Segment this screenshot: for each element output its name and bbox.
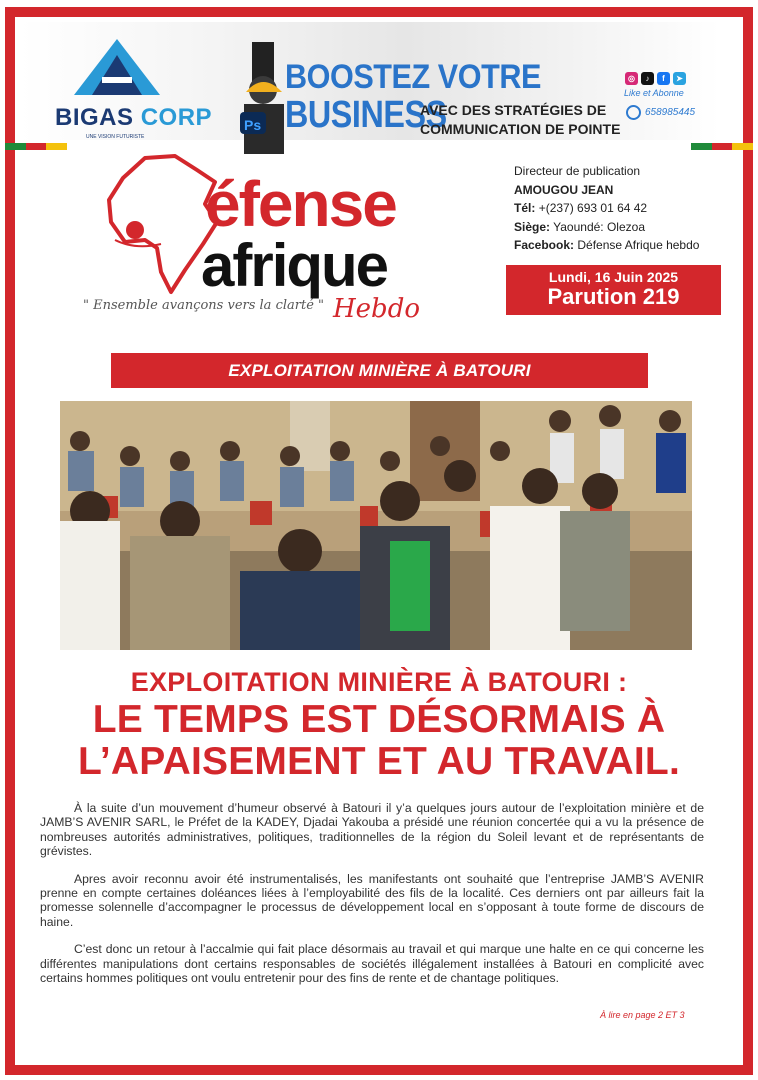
- section-title: EXPLOITATION MINIÈRE À BATOURI: [111, 353, 648, 388]
- ad-headline-line1: BOOSTEZ VOTRE: [285, 58, 541, 96]
- meeting-photo: [60, 401, 692, 650]
- facebook-icon[interactable]: f: [657, 72, 670, 85]
- publication-info: [514, 162, 699, 255]
- telegram-icon[interactable]: ➤: [673, 72, 686, 85]
- ad-subline-2: COMMUNICATION DE POINTE: [420, 121, 621, 137]
- masthead-slogan: " Ensemble avançons vers la clarté ": [83, 298, 325, 313]
- ad-subline-1: AVEC DES STRATÉGIES DE: [420, 102, 607, 118]
- continued-link[interactable]: À lire en page 2 ET 3: [600, 1010, 685, 1020]
- siege-line: Siège: Yaoundé: Olezoa: [514, 219, 645, 234]
- facebook-line: Facebook: Défense Afrique hebdo: [514, 238, 700, 253]
- svg-text:Ps: Ps: [244, 117, 262, 133]
- headline-main-line1: LE TEMPS EST DÉSORMAIS À: [92, 698, 666, 741]
- director-label: Directeur de publication: [514, 164, 641, 178]
- issue-number: Parution 219: [547, 284, 680, 309]
- tiktok-icon[interactable]: ♪: [641, 72, 654, 85]
- social-cta: Like et Abonne: [624, 88, 684, 98]
- bigas-logo-icon: [72, 37, 162, 97]
- cameroon-flag-right: [691, 143, 753, 150]
- paragraph-1: À la suite d’un mouvement d’humeur observé à Batouri il y’a quelques jours autour de l’exploitation minière et de JAMB’S AVENIR SARL, le Préfet de la KADEY, Djadai Yakouba a présidé une réunion concertée qui a vu la présence de nombreuses autorités administratives, politiques, traditionnelles de la région du Soleil levant et de représentants de grévistes.: [40, 801, 704, 859]
- instagram-icon[interactable]: ◎: [625, 72, 638, 85]
- headline-main-line2: L’APAISEMENT ET AU TRAVAIL.: [78, 740, 680, 783]
- ad-phone: 658985445: [645, 107, 696, 118]
- masthead-title-defense: éfense: [205, 168, 396, 240]
- masthead: [83, 152, 465, 332]
- issue-date: Lundi, 16 Juin 2025: [548, 269, 679, 285]
- ad-banner[interactable]: [20, 22, 720, 140]
- tel-line: Tél: +(237) 693 01 64 42: [514, 201, 648, 216]
- bigas-tagline: UNE VISION FUTURISTE: [86, 134, 145, 140]
- headline-kicker: EXPLOITATION MINIÈRE À BATOURI :: [130, 667, 628, 697]
- whatsapp-icon[interactable]: [626, 105, 641, 120]
- ad-headline-line2: BUSINESS: [285, 94, 447, 136]
- paragraph-3: C’est donc un retour à l’accalmie qui fait place désormais au travail et qui marque une halte en ce qui concerne les différentes manipulations dont certains responsables de sociétés illégalement installées à Batouri en complicité avec certains hommes politiques ont voulu entretenir pour des fins de rente et de chantage politiques.: [40, 942, 704, 985]
- bigas-brand-name: BIGAS CORP: [55, 104, 213, 131]
- meeting-photo-illustration: [60, 401, 692, 650]
- article-body: [40, 801, 704, 998]
- paragraph-2: Apres avoir reconnu avoir été instrumentalisés, les manifestants ont souhaité que l’entreprise JAMB’S AVENIR prenne en compte certaines doléances liées à l’employabilité des fils de la localité. Ces derniers ont par ailleurs fait la promesse solennelle d’accompagner le processus de développement local en s’opposant à toute forme de discours de haine.: [40, 871, 704, 929]
- masthead-edition: Hebdo: [333, 294, 421, 324]
- issue-box: [506, 265, 721, 315]
- masthead-title-afrique: afrique: [201, 232, 388, 299]
- social-icons: [625, 72, 686, 85]
- director-name: AMOUGOU JEAN: [514, 182, 614, 197]
- cameroon-flag-left: [5, 143, 67, 150]
